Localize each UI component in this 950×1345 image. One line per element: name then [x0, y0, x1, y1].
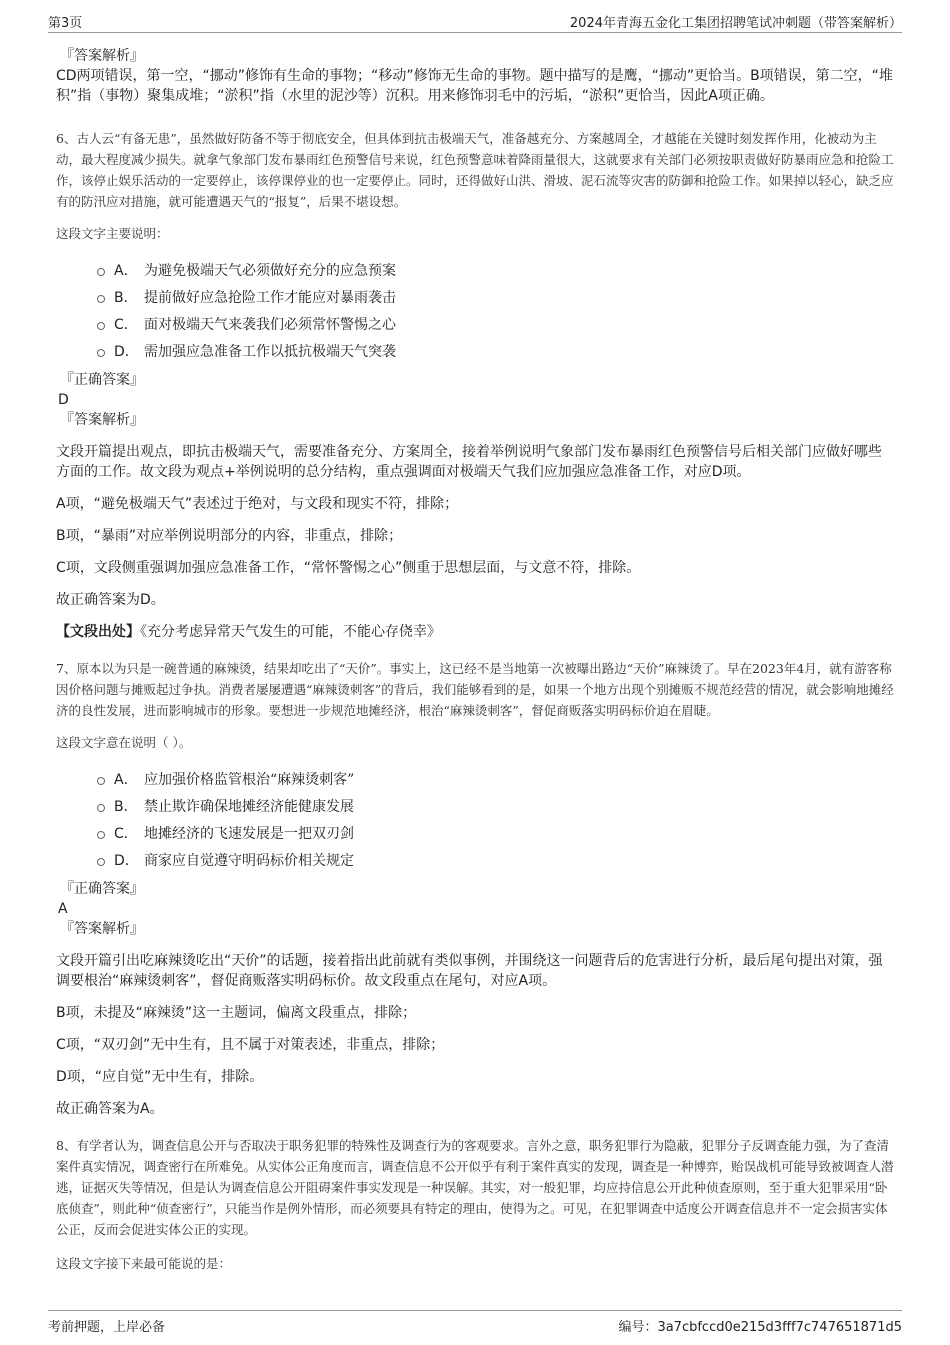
- analysis-paragraph: D项，“应自觉”无中生有，排除。: [56, 1069, 264, 1085]
- option-text: 应加强价格监管根治“麻辣烫刺客”: [144, 772, 355, 788]
- correct-answer-label: 『正确答案』: [60, 881, 144, 897]
- option-c[interactable]: [56, 821, 894, 848]
- page-number: 第3页: [48, 16, 83, 31]
- correct-answer: D: [58, 392, 69, 408]
- question-prompt: 这段文字主要说明：: [56, 226, 169, 241]
- page-footer: [48, 1310, 902, 1335]
- option-text: 禁止欺诈确保地摊经济能健康发展: [144, 799, 354, 815]
- source-label: 【文段出处】: [56, 624, 140, 640]
- option-text: 地摊经济的飞速发展是一把双刃剑: [144, 826, 354, 842]
- option-b[interactable]: [56, 794, 894, 821]
- document-title: 2024年青海五金化工集团招聘笔试冲刺题（带答案解析）: [569, 16, 902, 31]
- analysis-paragraph: C项，文段侧重强调加强应急准备工作，“常怀警惕之心”侧重于思想层面，与文意不符，排除。: [56, 560, 641, 576]
- option-letter: D．: [114, 344, 139, 360]
- source-text: 《充分考虑异常天气发生的可能，不能心存侥幸》: [140, 624, 441, 640]
- radio-icon[interactable]: [97, 322, 105, 330]
- analysis-paragraph: 故正确答案为A。: [56, 1101, 164, 1117]
- option-list: [56, 258, 894, 366]
- question-text: 8、有学者认为，调查信息公开与否取决于职务犯罪的特殊性及调查行为的客观要求。言外之意，职务犯罪行为隐蔽，犯罪分子反调查能力强，为了查清案件真实情况，调查密行在所难免。从实体公正角度而言，调查信息不公开似乎有利于案件真实的发现，调查是一种博弈，贻误战机可能导致被调查人潜逃，证据灭失等情况，但是认为调查信息公开阻碍案件事实发现是一种误解。其实，对一般犯罪，均应持信息公开此种侦查原则，至于重大犯罪采用“卧底侦查”，则此种“侦查密行”，只能当作是例外情形，而必须要具有特定的理由，使得为之。可见，在犯罪调查中适度公开调查信息并不一定会损害实体公正，反而会促进实体公正的实现。: [56, 1138, 894, 1237]
- question-text: 7、原本以为只是一碗普通的麻辣烫，结果却吃出了“天价”。事实上，这已经不是当地第一次被曝出路边“天价”麻辣烫了。早在2023年4月，就有游客称因价格问题与摊贩起过争执。消费者屡屡遭遇“麻辣烫刺客”的背后，我们能够看到的是，如果一个地方出现个别摊贩不规范经营的情况，就会影响地摊经济的良性发展，进而影响城市的形象。要想进一步规范地摊经济，根治“麻辣烫刺客”，督促商贩落实明码标价迫在眉睫。: [56, 661, 894, 718]
- option-a[interactable]: [56, 258, 894, 285]
- option-list: [56, 767, 894, 875]
- question-prompt: 这段文字意在说明（ ）。: [56, 735, 192, 750]
- document-id: 编号：3a7cbfccd0e215d3fff7c747651871d5: [618, 1320, 902, 1335]
- option-text: 提前做好应急抢险工作才能应对暴雨袭击: [144, 290, 396, 306]
- document-body: [56, 46, 894, 1274]
- option-c[interactable]: [56, 312, 894, 339]
- analysis-paragraph: 文段开篇引出吃麻辣烫吃出“天价”的话题，接着指出此前就有类似事例，并围绕这一问题背后的危害进行分析，最后尾句提出对策，强调要根治“麻辣烫刺客”，督促商贩落实明码标价。故文段重点在尾句，对应A项。: [56, 953, 883, 989]
- option-letter: C．: [114, 826, 138, 842]
- analysis-paragraph: C项，“双刃剑”无中生有，且不属于对策表述，非重点，排除；: [56, 1037, 445, 1053]
- footer-slogan: 考前押题，上岸必备: [48, 1320, 166, 1335]
- question-8: [56, 1135, 894, 1274]
- analysis-paragraph: 故正确答案为D。: [56, 592, 165, 608]
- radio-icon[interactable]: [97, 268, 105, 276]
- option-letter: B．: [114, 799, 138, 815]
- option-a[interactable]: [56, 767, 894, 794]
- option-letter: B．: [114, 290, 138, 306]
- option-d[interactable]: [56, 848, 894, 875]
- correct-answer-label: 『正确答案』: [60, 372, 144, 388]
- q5-analysis: [56, 46, 894, 106]
- analysis-label: 『答案解析』: [60, 412, 144, 428]
- option-text: 需加强应急准备工作以抵抗极端天气突袭: [144, 344, 396, 360]
- radio-icon[interactable]: [97, 777, 105, 785]
- radio-icon[interactable]: [97, 858, 105, 866]
- option-text: 商家应自觉遵守明码标价相关规定: [144, 853, 354, 869]
- question-text: 6、古人云“有备无患”，虽然做好防备不等于彻底安全，但具体到抗击极端天气，准备越充分、方案越周全，才越能在关键时刻发挥作用，化被动为主动，最大程度减少损失。就拿气象部门发布暴雨红色预警信号来说，红色预警意味着降雨量很大，这就要求有关部门必须按职责做好防暴雨应急和抢险工作，该停止娱乐活动的一定要停止，该停课停业的也一定要停止。同时，还得做好山洪、滑坡、泥石流等灾害的防御和抢险工作。如果掉以轻心，缺乏应有的防汛应对措施，就可能遭遇天气的“报复”，后果不堪设想。: [56, 131, 894, 209]
- option-text: 面对极端天气来袭我们必须常怀警惕之心: [144, 317, 396, 333]
- radio-icon[interactable]: [97, 804, 105, 812]
- page-header: [48, 10, 902, 33]
- question-6: [56, 128, 894, 642]
- option-letter: A．: [114, 263, 138, 279]
- analysis-paragraph: A项，“避免极端天气”表述过于绝对，与文段和现实不符，排除；: [56, 496, 459, 512]
- option-b[interactable]: [56, 285, 894, 312]
- correct-answer: A: [58, 901, 68, 917]
- analysis-paragraph: B项，未提及“麻辣烫”这一主题词，偏离文段重点，排除；: [56, 1005, 417, 1021]
- option-letter: A．: [114, 772, 138, 788]
- analysis-paragraph: B项，“暴雨”对应举例说明部分的内容，非重点，排除；: [56, 528, 403, 544]
- question-prompt: 这段文字接下来最可能说的是：: [56, 1256, 232, 1271]
- option-text: 为避免极端天气必须做好充分的应急预案: [144, 263, 396, 279]
- option-letter: C．: [114, 317, 138, 333]
- analysis-paragraph: 文段开篇提出观点，即抗击极端天气，需要准备充分、方案周全，接着举例说明气象部门发布暴雨红色预警信号后相关部门应做好哪些方面的工作。故文段为观点+举例说明的总分结构，重点强调面对极端天气我们应加强应急准备工作，对应D项。: [56, 444, 882, 480]
- source-line: [56, 622, 894, 642]
- option-letter: D．: [114, 853, 139, 869]
- radio-icon[interactable]: [97, 831, 105, 839]
- analysis-label: 『答案解析』: [60, 921, 144, 937]
- option-d[interactable]: [56, 339, 894, 366]
- question-7: [56, 658, 894, 1119]
- analysis-text: CD两项错误，第一空，“挪动”修饰有生命的事物；“移动”修饰无生命的事物。题中描写的是鹰，“挪动”更恰当。B项错误，第二空，“堆积”指（事物）聚集成堆；“淤积”指（水里的泥沙等）沉积。用来修饰羽毛中的污垢，“淤积”更恰当，因此A项正确。: [56, 68, 893, 104]
- radio-icon[interactable]: [97, 295, 105, 303]
- radio-icon[interactable]: [97, 349, 105, 357]
- analysis-label: 『答案解析』: [60, 48, 144, 64]
